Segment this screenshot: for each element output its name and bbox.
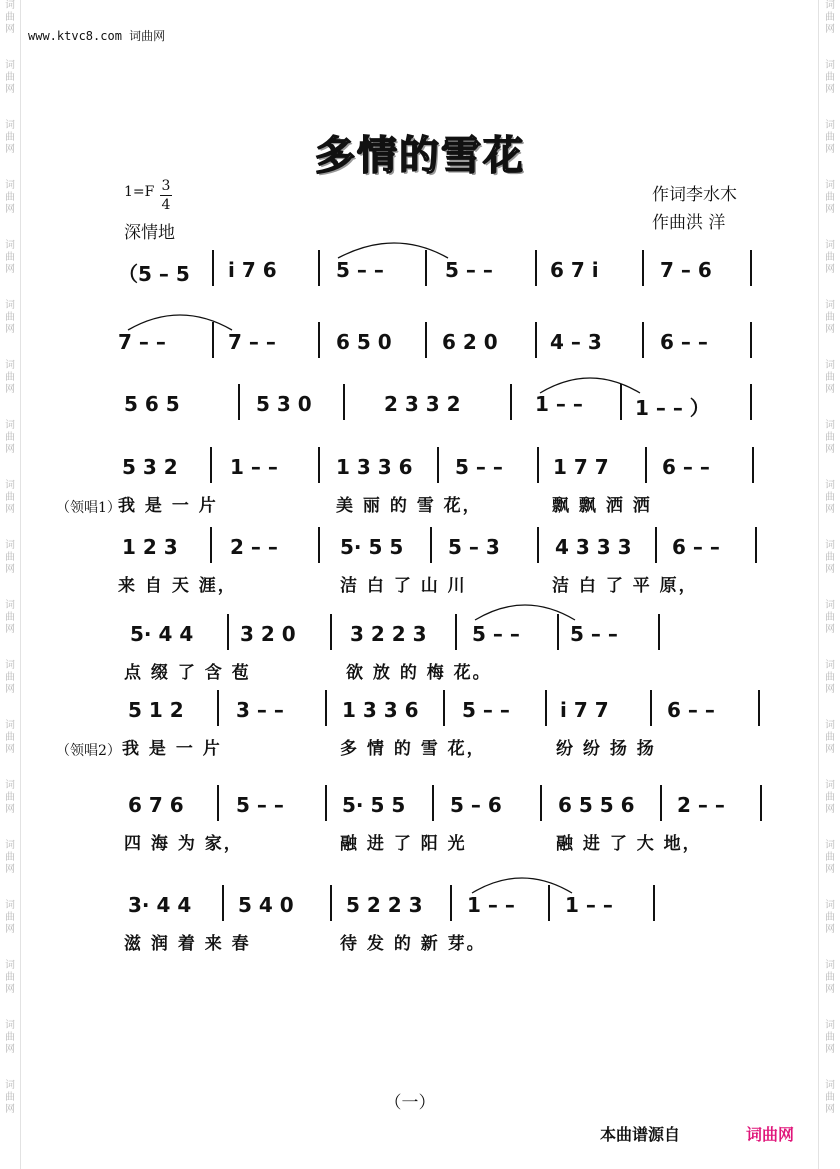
watermark-glyph: 曲 [825, 852, 835, 863]
measure: （5 – 5 [118, 262, 190, 286]
tie-arc [475, 605, 575, 620]
watermark-glyph: 曲 [5, 792, 15, 803]
watermark-glyph: 词 [5, 0, 15, 11]
watermark-glyph: 词 [5, 120, 15, 131]
watermark-glyph: 网 [825, 624, 835, 635]
watermark-glyph: 网 [825, 564, 835, 575]
watermark-glyph: 网 [825, 924, 835, 935]
watermark-glyph: 曲 [825, 672, 835, 683]
site-url: www.ktvc8.com 词曲网 [28, 29, 166, 43]
lyric-line: 我 是 一 片 [118, 496, 218, 516]
source-label: 本曲谱源自 [600, 1125, 681, 1144]
watermark-glyph: 词 [5, 1080, 15, 1091]
watermark-glyph: 曲 [5, 72, 15, 83]
measure: i 7 6 [228, 258, 277, 282]
measure: 5 – – [445, 258, 493, 282]
composer-credit: 作曲洪 洋 [652, 213, 726, 233]
watermark-glyph: 词 [825, 540, 835, 551]
singer-tag: （领唱1） [56, 500, 121, 516]
measure: 5· 5 5 [340, 535, 404, 559]
page-number: （一） [384, 1093, 436, 1113]
song-title: 多情的雪花 [315, 133, 525, 179]
watermark-glyph: 曲 [5, 972, 15, 983]
brand-logo-text: 词曲网 [746, 1125, 795, 1144]
measure: 5 3 0 [256, 392, 312, 416]
watermark-glyph: 网 [825, 504, 835, 515]
watermark-glyph: 曲 [5, 492, 15, 503]
watermark-glyph: 曲 [5, 432, 15, 443]
watermark-glyph: 曲 [825, 252, 835, 263]
watermark-glyph: 词 [5, 600, 15, 611]
watermark-glyph: 词 [825, 780, 835, 791]
measure: 4 3 3 3 [555, 535, 632, 559]
watermark-glyph: 词 [5, 960, 15, 971]
measure: 1 7 7 [553, 455, 609, 479]
measure: 5· 5 5 [342, 793, 406, 817]
lyricist-credit: 作词李水木 [652, 185, 737, 205]
watermark-glyph: 词 [825, 240, 835, 251]
measure: 3 2 0 [240, 622, 296, 646]
watermark-glyph: 网 [5, 624, 15, 635]
watermark-glyph: 曲 [5, 612, 15, 623]
watermark-glyph: 网 [5, 24, 15, 35]
measure: 6 – – [672, 535, 720, 559]
measure: 5 6 5 [124, 392, 180, 416]
watermark-glyph: 曲 [5, 1032, 15, 1043]
lyric-line: 欲 放 的 梅 花。 [346, 663, 492, 683]
measure: 1 – – ） [635, 396, 710, 420]
watermark-glyph: 词 [825, 420, 835, 431]
watermark-glyph: 词 [825, 60, 835, 71]
watermark-glyph: 网 [825, 1044, 835, 1055]
watermark-glyph: 曲 [825, 492, 835, 503]
watermark-glyph: 词 [825, 600, 835, 611]
watermark-glyph: 词 [5, 660, 15, 671]
watermark-glyph: 曲 [825, 132, 835, 143]
tie-arc [472, 878, 572, 893]
watermark-glyph: 词 [5, 720, 15, 731]
measure: 6 2 0 [442, 330, 498, 354]
watermark-glyph: 词 [5, 420, 15, 431]
watermark-glyph: 网 [5, 444, 15, 455]
measure: 5 – – [472, 622, 520, 646]
tie-arc [338, 243, 448, 258]
watermark-glyph: 网 [5, 84, 15, 95]
watermark-glyph: 曲 [5, 252, 15, 263]
watermark-glyph: 词 [5, 780, 15, 791]
measure: 6 7 i [550, 258, 599, 282]
watermark-glyph: 词 [5, 840, 15, 851]
watermark-glyph: 网 [825, 684, 835, 695]
lyric-line: 我 是 一 片 [122, 739, 222, 759]
measure: 1 3 3 6 [336, 455, 413, 479]
measure: 3 2 2 3 [350, 622, 427, 646]
lyric-line: 洁 白 了 平 原， [552, 576, 698, 596]
watermark-glyph: 曲 [5, 312, 15, 323]
watermark-glyph: 词 [825, 0, 835, 11]
watermark-glyph: 网 [825, 264, 835, 275]
watermark-glyph: 网 [825, 24, 835, 35]
watermark-glyph: 网 [825, 384, 835, 395]
measure: 6 7 6 [128, 793, 184, 817]
watermark-glyph: 曲 [825, 192, 835, 203]
measure: 1 – – [535, 392, 583, 416]
lyric-line: 点 缀 了 含 苞 [124, 663, 251, 683]
watermark-glyph: 词 [5, 240, 15, 251]
measure: 3· 4 4 [128, 893, 192, 917]
watermark-glyph: 词 [5, 480, 15, 491]
watermark-glyph: 网 [5, 984, 15, 995]
watermark-glyph: 词 [825, 900, 835, 911]
time-denominator: 4 [161, 197, 171, 213]
measure: 5 – – [570, 622, 618, 646]
watermark-glyph: 网 [825, 744, 835, 755]
watermark-glyph: 曲 [5, 552, 15, 563]
watermark-glyph: 网 [825, 864, 835, 875]
watermark-glyph: 曲 [825, 1032, 835, 1043]
watermark-glyph: 曲 [825, 312, 835, 323]
watermark-glyph: 曲 [825, 432, 835, 443]
watermark-glyph: 曲 [825, 612, 835, 623]
measure: 5 2 2 3 [346, 893, 423, 917]
watermark-glyph: 网 [825, 84, 835, 95]
watermark-glyph: 网 [5, 864, 15, 875]
watermark-glyph: 词 [825, 1080, 835, 1091]
measure: 1 – – [565, 893, 613, 917]
tie-arc [540, 378, 640, 393]
watermark-glyph: 词 [825, 180, 835, 191]
watermark-glyph: 曲 [825, 72, 835, 83]
key-signature: 1=F [124, 184, 155, 200]
measure: 6 – – [667, 698, 715, 722]
lyric-line: 待 发 的 新 芽。 [340, 934, 486, 954]
time-numerator: 3 [161, 178, 171, 194]
watermark-glyph: 曲 [5, 12, 15, 23]
measure: 6 5 0 [336, 330, 392, 354]
watermark-glyph: 网 [5, 324, 15, 335]
watermark-glyph: 网 [5, 684, 15, 695]
tie-arc [128, 315, 232, 330]
watermark-glyph: 词 [5, 360, 15, 371]
measure: 3 – – [236, 698, 284, 722]
watermark-glyph: 网 [5, 1104, 15, 1115]
measure: 2 – – [230, 535, 278, 559]
watermark-glyph: 曲 [5, 672, 15, 683]
measure: 1 3 3 6 [342, 698, 419, 722]
measure: 5· 4 4 [130, 622, 194, 646]
lyric-line: 融 进 了 大 地， [556, 834, 702, 854]
watermark-glyph: 网 [5, 924, 15, 935]
watermark-glyph: 词 [825, 840, 835, 851]
lyric-line: 飘 飘 洒 洒 [552, 496, 652, 516]
watermark-glyph: 网 [5, 1044, 15, 1055]
measure: 6 5 5 6 [558, 793, 635, 817]
measure: 5 – – [336, 258, 384, 282]
watermark-glyph: 曲 [5, 1092, 15, 1103]
measure: 1 – – [230, 455, 278, 479]
watermark-glyph: 词 [5, 60, 15, 71]
watermark-glyph: 网 [5, 204, 15, 215]
measure: 4 – 3 [550, 330, 602, 354]
watermark-glyph: 词 [825, 480, 835, 491]
watermark-glyph: 网 [825, 144, 835, 155]
lyric-line: 四 海 为 家， [124, 834, 243, 854]
measure: 2 3 3 2 [384, 392, 461, 416]
measure: 5 1 2 [128, 698, 184, 722]
watermark-glyph: 曲 [825, 732, 835, 743]
measure: 7 – – [118, 330, 166, 354]
measure: 5 3 2 [122, 455, 178, 479]
lyric-line: 美 丽 的 雪 花， [336, 496, 482, 516]
watermark-glyph: 网 [825, 984, 835, 995]
measure: 5 – – [236, 793, 284, 817]
lyric-line: 来 自 天 涯， [118, 576, 237, 596]
measure: 5 – 3 [448, 535, 500, 559]
watermark-glyph: 网 [825, 444, 835, 455]
watermark-glyph: 词 [825, 1020, 835, 1031]
lyric-line: 洁 白 了 山 川 [340, 576, 467, 596]
watermark-glyph: 曲 [825, 912, 835, 923]
lyric-line: 融 进 了 阳 光 [340, 834, 467, 854]
measure: 5 – – [462, 698, 510, 722]
measure: 6 – – [662, 455, 710, 479]
watermark-glyph: 词 [5, 300, 15, 311]
watermark-glyph: 网 [5, 564, 15, 575]
lyric-line: 多 情 的 雪 花， [340, 739, 486, 759]
measure: 7 – – [228, 330, 276, 354]
watermark-glyph: 曲 [825, 552, 835, 563]
watermark-glyph: 网 [5, 744, 15, 755]
watermark-glyph: 曲 [825, 1092, 835, 1103]
watermark-glyph: 网 [825, 804, 835, 815]
measure: 7 – 6 [660, 258, 712, 282]
watermark-glyph: 网 [5, 804, 15, 815]
measure: 5 – – [455, 455, 503, 479]
watermark-glyph: 网 [5, 264, 15, 275]
tempo-marking: 深情地 [124, 223, 175, 243]
watermark-glyph: 曲 [825, 12, 835, 23]
watermark-glyph: 词 [5, 1020, 15, 1031]
watermark-glyph: 词 [825, 120, 835, 131]
watermark-glyph: 曲 [5, 192, 15, 203]
lyric-line: 滋 润 着 来 春 [124, 934, 251, 954]
watermark-glyph: 网 [825, 204, 835, 215]
watermark-glyph: 词 [825, 660, 835, 671]
measure: 6 – – [660, 330, 708, 354]
watermark-glyph: 词 [5, 900, 15, 911]
watermark-glyph: 曲 [825, 972, 835, 983]
singer-tag: （领唱2） [56, 743, 121, 759]
watermark-glyph: 曲 [5, 132, 15, 143]
measure: 2 – – [677, 793, 725, 817]
watermark-glyph: 曲 [5, 372, 15, 383]
watermark-glyph: 曲 [5, 912, 15, 923]
watermark-glyph: 曲 [825, 792, 835, 803]
measure: i 7 7 [560, 698, 609, 722]
measure: 5 – 6 [450, 793, 502, 817]
watermark-glyph: 词 [5, 180, 15, 191]
measure: 1 – – [467, 893, 515, 917]
watermark-glyph: 网 [5, 384, 15, 395]
watermark-glyph: 词 [825, 360, 835, 371]
watermark-glyph: 网 [5, 504, 15, 515]
watermark-glyph: 网 [825, 1104, 835, 1115]
watermark-glyph: 网 [825, 324, 835, 335]
watermark-glyph: 曲 [825, 372, 835, 383]
watermark-glyph: 词 [825, 300, 835, 311]
watermark-glyph: 曲 [5, 732, 15, 743]
watermark-glyph: 词 [825, 720, 835, 731]
watermark-glyph: 词 [825, 960, 835, 971]
measure: 5 4 0 [238, 893, 294, 917]
watermark-glyph: 曲 [5, 852, 15, 863]
watermark-glyph: 网 [5, 144, 15, 155]
measure: 1 2 3 [122, 535, 178, 559]
watermark-glyph: 词 [5, 540, 15, 551]
lyric-line: 纷 纷 扬 扬 [556, 739, 656, 759]
